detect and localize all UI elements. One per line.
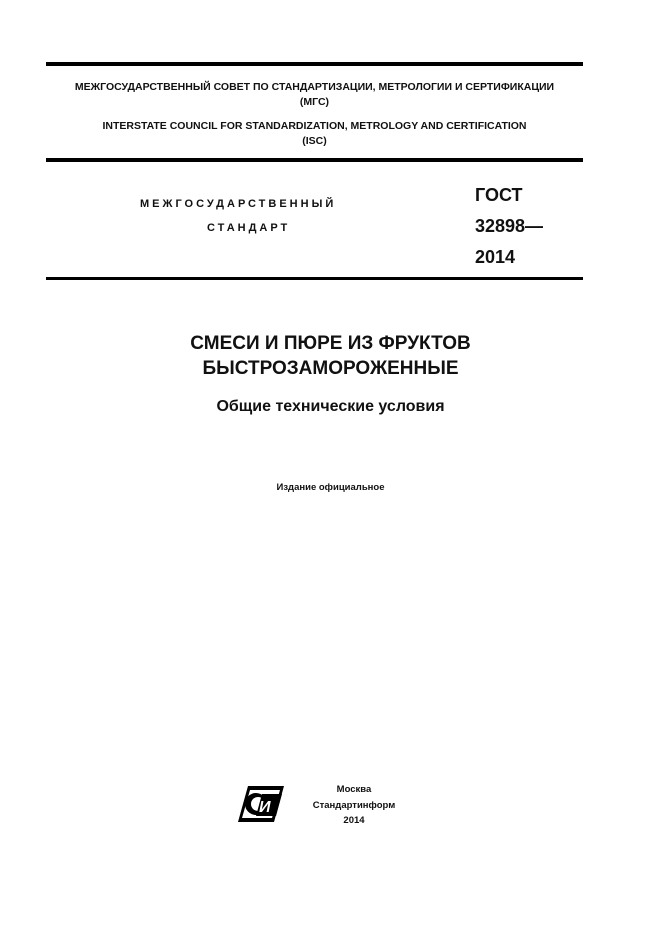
svg-text:И: И bbox=[259, 799, 271, 816]
council-ru-line2: (МГС) bbox=[299, 96, 330, 108]
middle-rule bbox=[46, 158, 583, 162]
standard-type-line2: СТАНДАРТ bbox=[207, 222, 291, 234]
title-line1: СМЕСИ И ПЮРЕ ИЗ ФРУКТОВ bbox=[190, 333, 471, 354]
title-line2: БЫСТРОЗАМОРОЖЕННЫЕ bbox=[202, 358, 459, 379]
gost-designation bbox=[475, 180, 543, 273]
publisher-city: Москва bbox=[336, 784, 372, 795]
gost-year: 2014 bbox=[475, 247, 516, 267]
gost-label: ГОСТ bbox=[475, 185, 523, 205]
council-en-line1: INTERSTATE COUNCIL FOR STANDARDIZATION, METROLOGY AND CERTIFICATION bbox=[102, 120, 527, 132]
standartinform-logo-icon bbox=[236, 784, 286, 826]
council-en-line2: (ISC) bbox=[302, 135, 327, 147]
top-rule bbox=[46, 62, 583, 66]
standard-type-line1: МЕЖГОСУДАРСТВЕННЫЙ bbox=[140, 198, 337, 210]
subtitle: Общие технические условия bbox=[216, 398, 445, 415]
gost-number: 32898— bbox=[475, 216, 544, 236]
council-ru-line1: МЕЖГОСУДАРСТВЕННЫЙ СОВЕТ ПО СТАНДАРТИЗАЦИИ, МЕТРОЛОГИИ И СЕРТИФИКАЦИИ bbox=[74, 81, 555, 93]
publisher-year: 2014 bbox=[343, 815, 365, 826]
edition-label: Издание официальное bbox=[276, 482, 385, 493]
lower-rule bbox=[46, 277, 583, 280]
publisher-name: Стандартинформ bbox=[312, 800, 396, 811]
